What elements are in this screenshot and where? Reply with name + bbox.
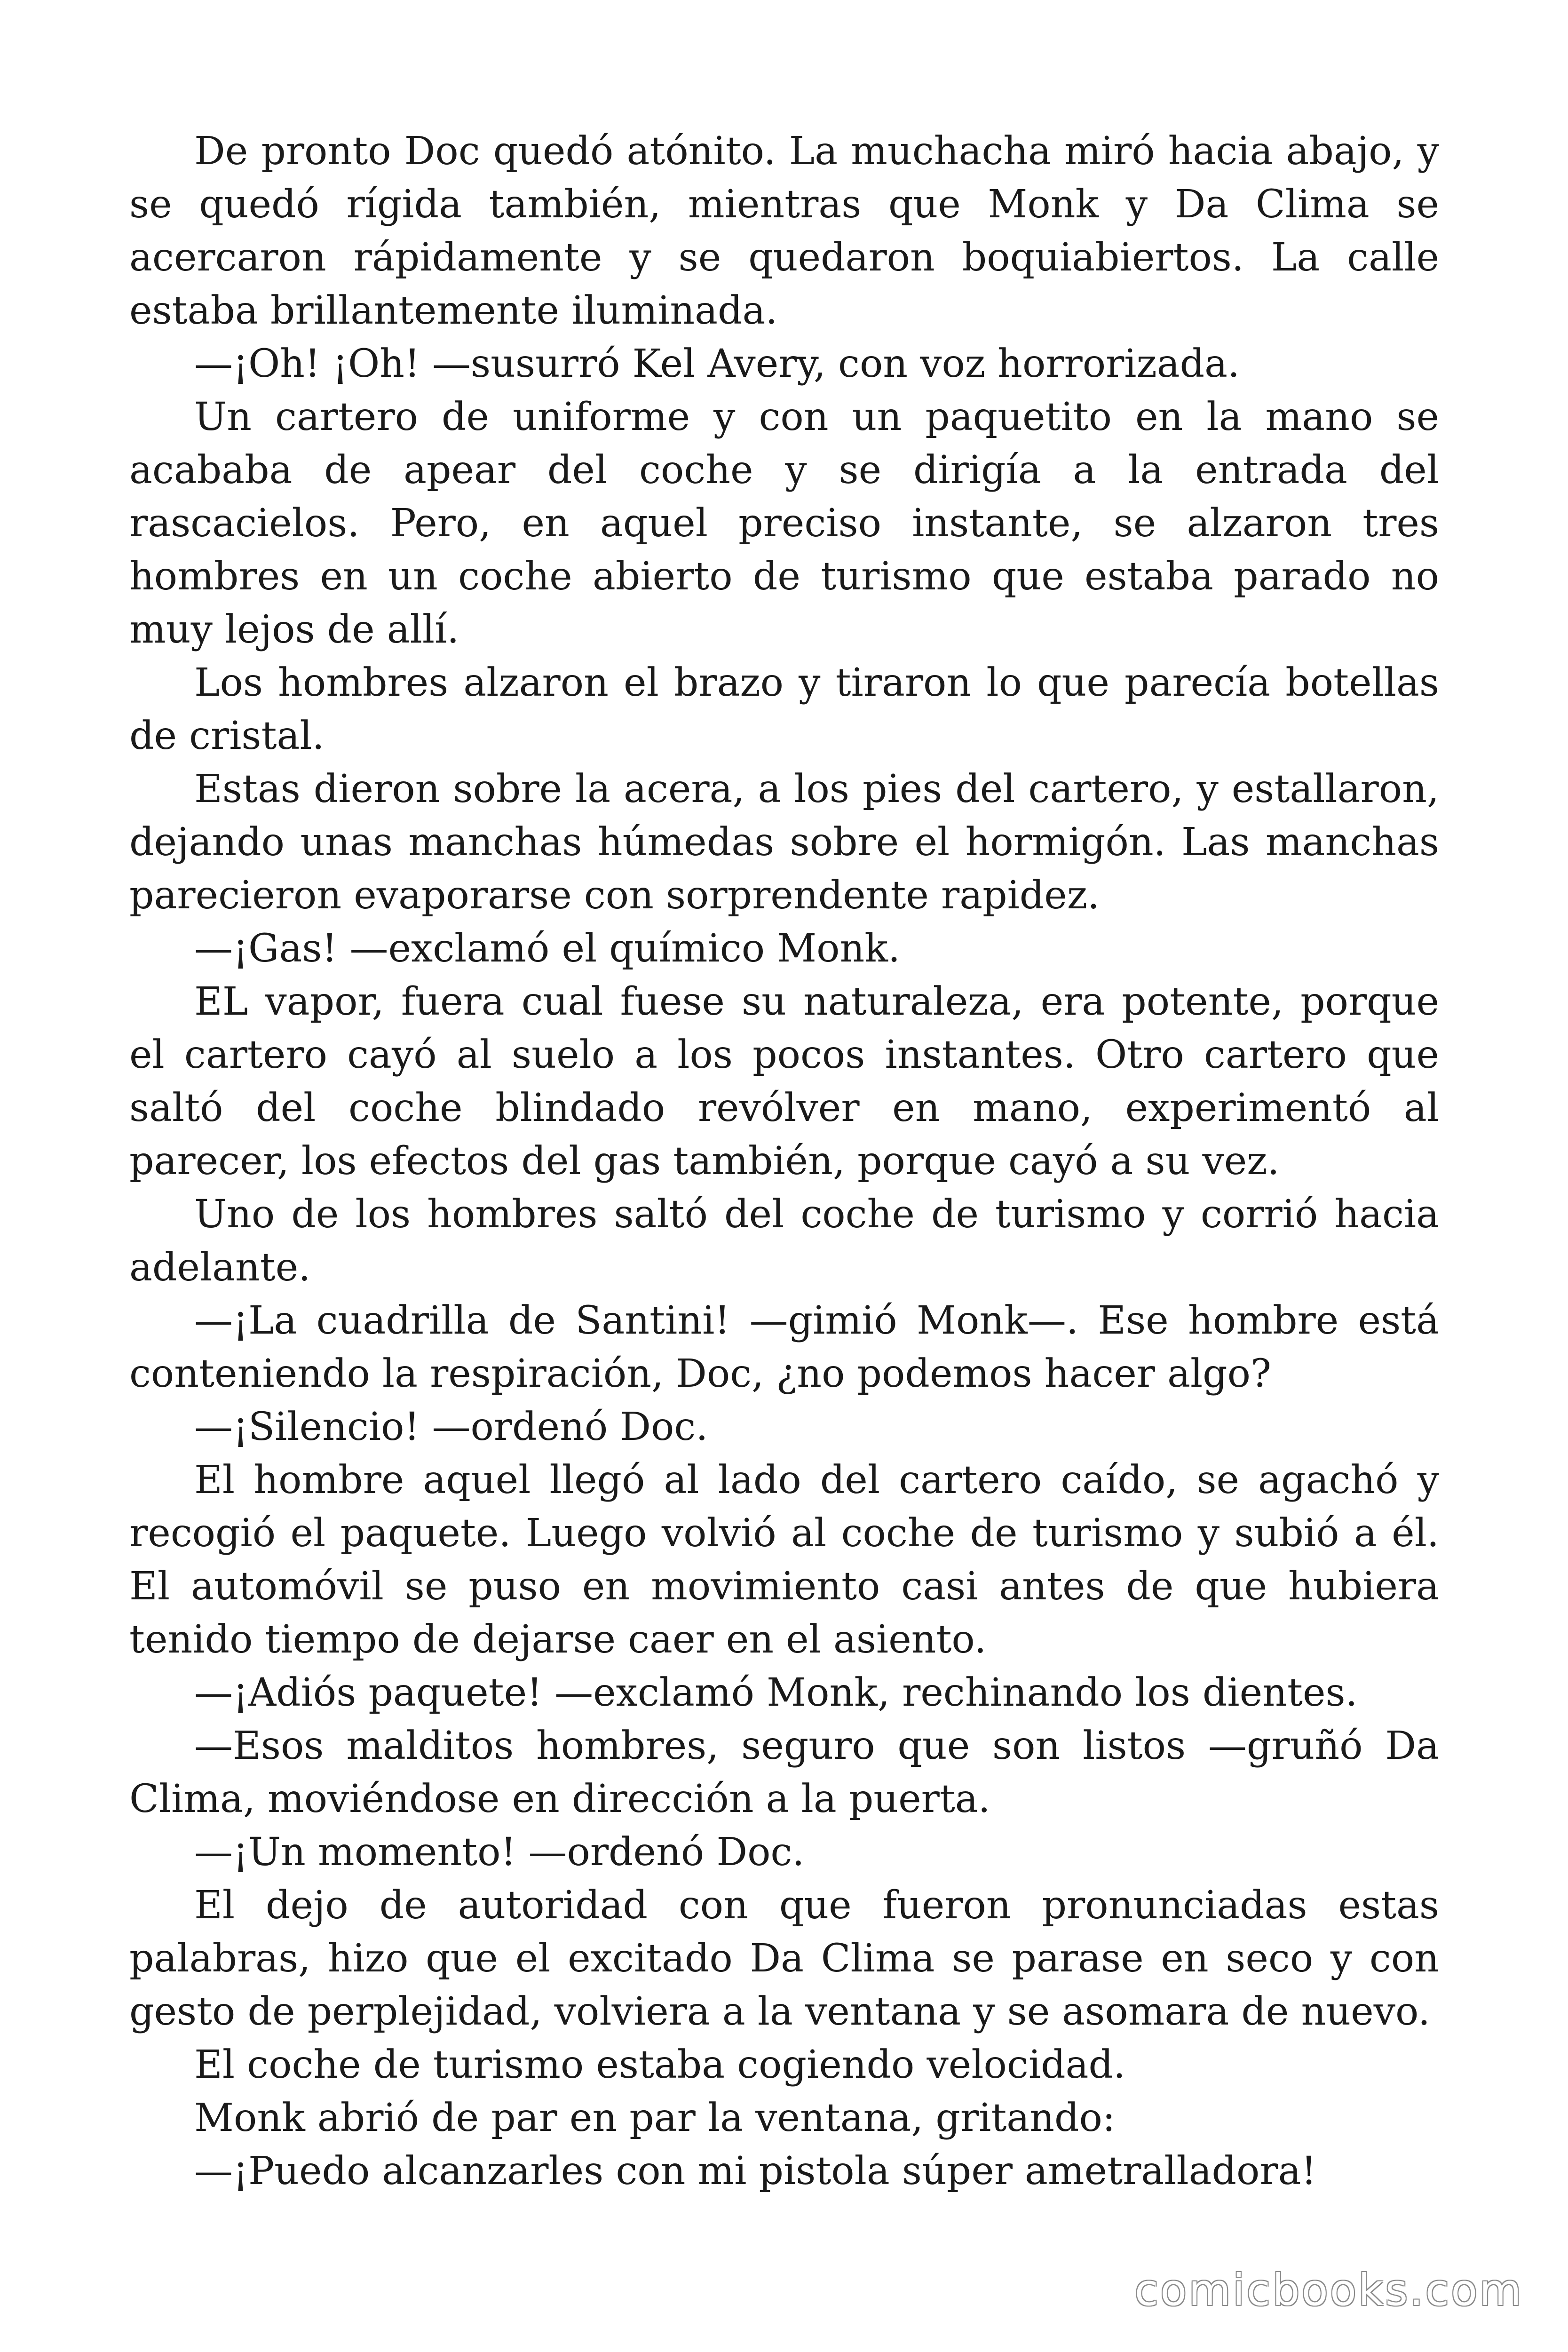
paragraph: Los hombres alzaron el brazo y tiraron lo que parecía botellas de cristal. (129, 660, 1439, 758)
watermark: comicbooks.com (1134, 2265, 1523, 2315)
paragraph: El coche de turismo estaba cogiendo velocidad. (194, 2042, 1126, 2087)
paragraph: De pronto Doc quedó atónito. La muchacha miró hacia abajo, y se quedó rígida también, mientras que Monk y Da Clima se acercaron rápidamente y se quedaron boquiabiertos. La calle estaba brillantemente iluminada. (129, 129, 1439, 333)
paragraph: Un cartero de uniforme y con un paquetito en la mano se acababa de apear del coche y se dirigía a la entrada del rascacielos. Pero, en aquel preciso instante, se alzaron tres hombres en un coche abierto de turismo que estaba parado no muy lejos de allí. (129, 395, 1439, 652)
paragraph: —¡Adiós paquete! —exclamó Monk, rechinando los dientes. (194, 1670, 1358, 1715)
paragraph: Monk abrió de par en par la ventana, gritando: (194, 2096, 1116, 2140)
paragraph: Estas dieron sobre la acera, a los pies del cartero, y estallaron, dejando unas manchas húmedas sobre el hormigón. Las manchas parecieron evaporarse con sorprendente rapidez. (129, 767, 1439, 918)
paragraph: EL vapor, fuera cual fuese su naturaleza, era potente, porque el cartero cayó al suelo a los pocos instantes. Otro cartero que saltó del coche blindado revólver en mano, experimentó al parecer, los efectos del gas también, porque cayó a su vez. (129, 979, 1439, 1184)
page-text (129, 125, 1439, 2198)
paragraph: —¡Puedo alcanzarles con mi pistola súper ametralladora! (194, 2149, 1317, 2193)
paragraph: —¡Un momento! —ordenó Doc. (194, 1830, 805, 1875)
paragraph: —¡La cuadrilla de Santini! —gimió Monk—. Ese hombre está conteniendo la respiración, Doc, ¿no podemos hacer algo? (129, 1298, 1439, 1396)
paragraph: —¡Oh! ¡Oh! —susurró Kel Avery, con voz horrorizada. (194, 342, 1240, 386)
paragraph: —¡Silencio! —ordenó Doc. (194, 1405, 708, 1449)
paragraph: —Esos malditos hombres, seguro que son listos —gruñó Da Clima, moviéndose en dirección a la puerta. (129, 1724, 1439, 1821)
paragraph: Uno de los hombres saltó del coche de turismo y corrió hacia adelante. (129, 1192, 1439, 1290)
paragraph: El dejo de autoridad con que fueron pronunciadas estas palabras, hizo que el excitado Da Clima se parase en seco y con gesto de perplejidad, volviera a la ventana y se asomara de nuevo. (129, 1883, 1439, 2034)
paragraph: —¡Gas! —exclamó el químico Monk. (194, 926, 901, 971)
paragraph: El hombre aquel llegó al lado del cartero caído, se agachó y recogió el paquete. Luego volvió al coche de turismo y subió a él. El automóvil se puso en movimiento casi antes de que hubiera tenido tiempo de dejarse caer en el asiento. (129, 1458, 1439, 1662)
